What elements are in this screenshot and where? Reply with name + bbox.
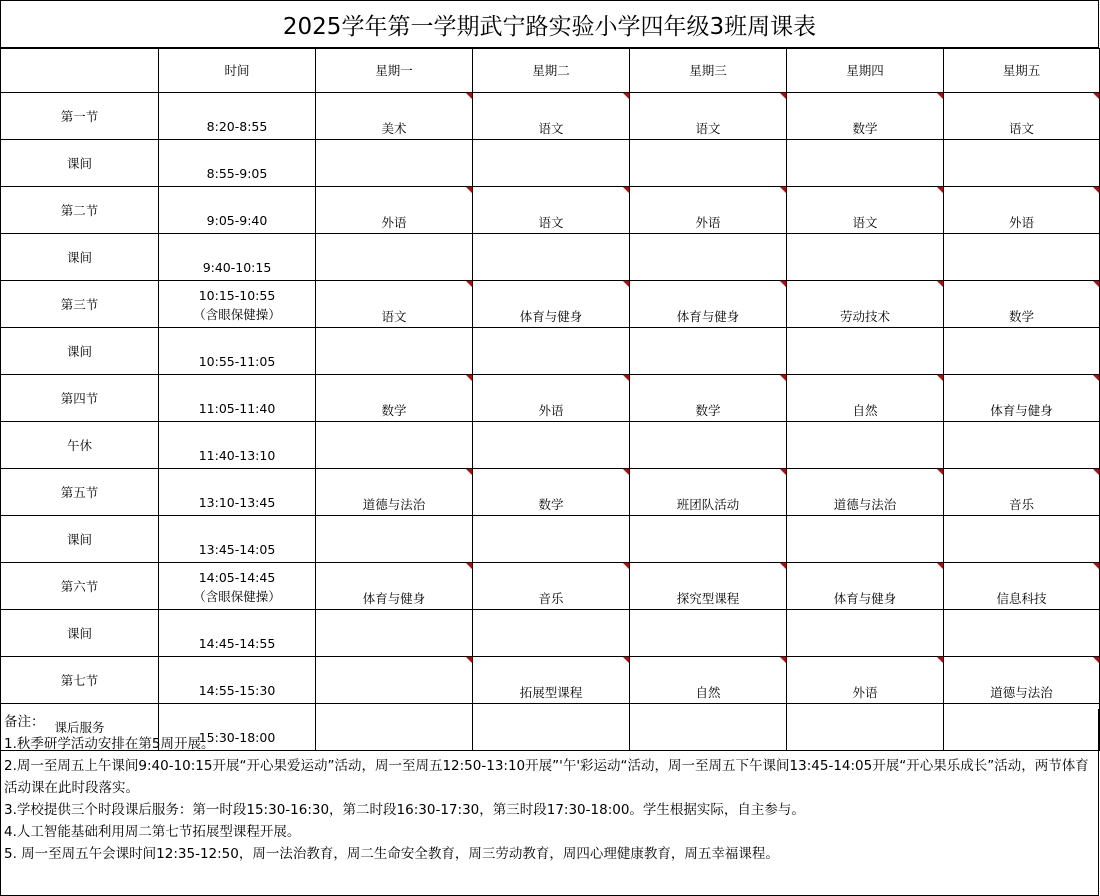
period-time-note: （含眼保健操） — [193, 589, 281, 604]
period-label[interactable]: 第七节 — [1, 657, 159, 704]
subject-cell-thursday[interactable]: 体育与健身 — [787, 563, 944, 610]
subject-cell-monday[interactable]: 数学 — [316, 375, 473, 422]
subject-cell-thursday[interactable] — [787, 422, 944, 469]
period-time-cell[interactable] — [159, 140, 316, 187]
period-row — [1, 187, 1100, 234]
subject-cell-thursday[interactable] — [787, 328, 944, 375]
subject-cell-friday[interactable]: 音乐 — [944, 469, 1100, 516]
note-item: 1.秋季研学活动安排在第5周开展。 — [4, 736, 215, 752]
period-time-cell[interactable] — [159, 234, 316, 281]
header-time[interactable]: 时间 — [159, 49, 316, 93]
subject-cell-wednesday[interactable]: 数学 — [630, 375, 787, 422]
period-time-cell[interactable] — [159, 516, 316, 563]
schedule-body — [1, 49, 1100, 751]
period-row — [1, 140, 1100, 187]
period-time: 13:10-13:45 — [198, 495, 276, 510]
period-label[interactable]: 第一节 — [1, 93, 159, 140]
header-friday[interactable]: 星期五 — [944, 49, 1100, 93]
subject-cell-wednesday[interactable] — [630, 516, 787, 563]
subject-cell-wednesday[interactable]: 班团队活动 — [630, 469, 787, 516]
period-row — [1, 657, 1100, 704]
subject-cell-tuesday[interactable]: 音乐 — [473, 563, 630, 610]
period-time: 10:15-10:55 — [198, 288, 276, 303]
period-time: 8:55-9:05 — [206, 166, 268, 181]
period-label[interactable]: 第二节 — [1, 187, 159, 234]
subject-cell-wednesday[interactable] — [630, 328, 787, 375]
period-time: 11:05-11:40 — [198, 401, 276, 416]
period-time-cell[interactable] — [159, 375, 316, 422]
subject-cell-wednesday[interactable]: 自然 — [630, 657, 787, 704]
period-row — [1, 563, 1100, 610]
subject-cell-monday[interactable]: 美术 — [316, 93, 473, 140]
period-row — [1, 234, 1100, 281]
subject-cell-monday[interactable] — [316, 234, 473, 281]
period-label[interactable]: 第三节 — [1, 281, 159, 328]
subject-cell-friday[interactable]: 信息科技 — [944, 563, 1100, 610]
subject-cell-wednesday[interactable] — [630, 610, 787, 657]
subject-cell-friday[interactable] — [944, 516, 1100, 563]
subject-cell-monday[interactable] — [316, 516, 473, 563]
period-time-cell[interactable] — [159, 563, 316, 610]
header-row — [1, 49, 1100, 93]
subject-cell-wednesday[interactable]: 外语 — [630, 187, 787, 234]
subject-cell-friday[interactable] — [944, 328, 1100, 375]
period-row — [1, 375, 1100, 422]
subject-cell-monday[interactable] — [316, 140, 473, 187]
period-time-cell[interactable] — [159, 281, 316, 328]
subject-cell-thursday[interactable] — [787, 234, 944, 281]
subject-cell-monday[interactable] — [316, 610, 473, 657]
subject-cell-tuesday[interactable] — [473, 234, 630, 281]
period-time-cell[interactable] — [159, 469, 316, 516]
subject-cell-monday[interactable]: 外语 — [316, 187, 473, 234]
subject-cell-thursday[interactable]: 道德与法治 — [787, 469, 944, 516]
period-row — [1, 328, 1100, 375]
subject-cell-thursday[interactable] — [787, 140, 944, 187]
note-item: 5. 周一至周五午会课时间12:35-12:50，周一法治教育，周二生命安全教育，周三劳动教育，周四心理健康教育，周五幸福课程。 — [4, 846, 779, 862]
period-time-note: （含眼保健操） — [193, 307, 281, 322]
subject-cell-tuesday[interactable] — [473, 516, 630, 563]
subject-cell-wednesday[interactable]: 语文 — [630, 93, 787, 140]
period-row — [1, 281, 1100, 328]
period-label[interactable]: 课间 — [1, 234, 159, 281]
period-time-cell[interactable] — [159, 610, 316, 657]
period-label[interactable]: 第六节 — [1, 563, 159, 610]
notes-heading: 备注： — [4, 714, 45, 730]
subject-cell-tuesday[interactable]: 数学 — [473, 469, 630, 516]
subject-cell-friday[interactable]: 语文 — [944, 93, 1100, 140]
subject-cell-thursday[interactable] — [787, 610, 944, 657]
subject-cell-monday[interactable]: 道德与法治 — [316, 469, 473, 516]
period-row — [1, 469, 1100, 516]
period-label[interactable]: 课间 — [1, 610, 159, 657]
period-time-cell[interactable] — [159, 657, 316, 704]
note-item: 4.人工智能基础利用周二第七节拓展型课程开展。 — [4, 824, 301, 840]
period-label[interactable]: 第五节 — [1, 469, 159, 516]
subject-cell-tuesday[interactable] — [473, 610, 630, 657]
period-label[interactable]: 课间 — [1, 328, 159, 375]
subject-cell-thursday[interactable]: 劳动技术 — [787, 281, 944, 328]
subject-cell-friday[interactable]: 外语 — [944, 187, 1100, 234]
period-time-cell[interactable] — [159, 187, 316, 234]
period-label[interactable]: 午休 — [1, 422, 159, 469]
period-time: 11:40-13:10 — [198, 448, 276, 463]
subject-cell-friday[interactable] — [944, 234, 1100, 281]
header-wednesday[interactable]: 星期三 — [630, 49, 787, 93]
subject-cell-thursday[interactable]: 外语 — [787, 657, 944, 704]
period-time-cell[interactable] — [159, 328, 316, 375]
subject-cell-tuesday[interactable]: 语文 — [473, 93, 630, 140]
header-corner[interactable] — [1, 49, 159, 93]
notes-section — [0, 709, 1099, 896]
period-time: 14:55-15:30 — [198, 683, 276, 698]
subject-cell-tuesday[interactable] — [473, 140, 630, 187]
subject-cell-thursday[interactable]: 数学 — [787, 93, 944, 140]
subject-cell-wednesday[interactable]: 体育与健身 — [630, 281, 787, 328]
period-label[interactable]: 第四节 — [1, 375, 159, 422]
period-row — [1, 93, 1100, 140]
subject-cell-tuesday[interactable]: 外语 — [473, 375, 630, 422]
subject-cell-friday[interactable] — [944, 422, 1100, 469]
subject-cell-tuesday[interactable] — [473, 422, 630, 469]
subject-cell-monday[interactable]: 语文 — [316, 281, 473, 328]
period-row — [1, 422, 1100, 469]
header-thursday[interactable]: 星期四 — [787, 49, 944, 93]
period-time: 14:05-14:45 — [198, 570, 276, 585]
subject-cell-monday[interactable] — [316, 328, 473, 375]
subject-cell-monday[interactable]: 体育与健身 — [316, 563, 473, 610]
timetable-title: 2025学年第一学期武宁路实验小学四年级3班周课表 — [0, 0, 1099, 48]
period-time-cell[interactable] — [159, 93, 316, 140]
subject-cell-monday[interactable] — [316, 422, 473, 469]
period-label[interactable]: 课间 — [1, 140, 159, 187]
subject-cell-thursday[interactable]: 自然 — [787, 375, 944, 422]
period-row — [1, 516, 1100, 563]
period-time-cell[interactable] — [159, 422, 316, 469]
subject-cell-friday[interactable]: 体育与健身 — [944, 375, 1100, 422]
period-label[interactable]: 课间 — [1, 516, 159, 563]
subject-cell-monday[interactable] — [316, 657, 473, 704]
period-time: 9:40-10:15 — [202, 260, 272, 275]
subject-cell-thursday[interactable] — [787, 516, 944, 563]
subject-cell-friday[interactable] — [944, 140, 1100, 187]
subject-cell-wednesday[interactable] — [630, 422, 787, 469]
subject-cell-tuesday[interactable]: 拓展型课程 — [473, 657, 630, 704]
subject-cell-tuesday[interactable]: 语文 — [473, 187, 630, 234]
period-time: 15:30-18:00 — [198, 730, 276, 745]
subject-cell-wednesday[interactable] — [630, 140, 787, 187]
subject-cell-friday[interactable]: 道德与法治 — [944, 657, 1100, 704]
period-time: 14:45-14:55 — [198, 636, 276, 651]
period-row — [1, 610, 1100, 657]
note-item: 2.周一至周五上午课间9:40-10:15开展“开心果爱运动”活动，周一至周五12:50-13:10开展”'午'彩运动“活动，周一至周五下午课间13:45-14:05开展“开心果乐成长”活动，两节体育活动课在此时段落实。 — [4, 758, 1089, 796]
subject-cell-wednesday[interactable] — [630, 234, 787, 281]
subject-cell-tuesday[interactable] — [473, 328, 630, 375]
period-time: 8:20-8:55 — [206, 119, 268, 134]
note-item: 3.学校提供三个时段课后服务：第一时段15:30-16:30，第二时段16:30-17:30，第三时段17:30-18:00。学生根据实际，自主参与。 — [4, 802, 805, 818]
header-tuesday[interactable]: 星期二 — [473, 49, 630, 93]
period-time: 10:55-11:05 — [198, 354, 276, 369]
subject-cell-tuesday[interactable]: 体育与健身 — [473, 281, 630, 328]
subject-cell-friday[interactable]: 数学 — [944, 281, 1100, 328]
subject-cell-thursday[interactable]: 语文 — [787, 187, 944, 234]
schedule-table — [0, 48, 1100, 751]
period-label[interactable]: 课后服务 — [1, 704, 159, 751]
subject-cell-wednesday[interactable]: 探究型课程 — [630, 563, 787, 610]
period-time: 9:05-9:40 — [206, 213, 268, 228]
period-time: 13:45-14:05 — [198, 542, 276, 557]
header-monday[interactable]: 星期一 — [316, 49, 473, 93]
subject-cell-friday[interactable] — [944, 610, 1100, 657]
